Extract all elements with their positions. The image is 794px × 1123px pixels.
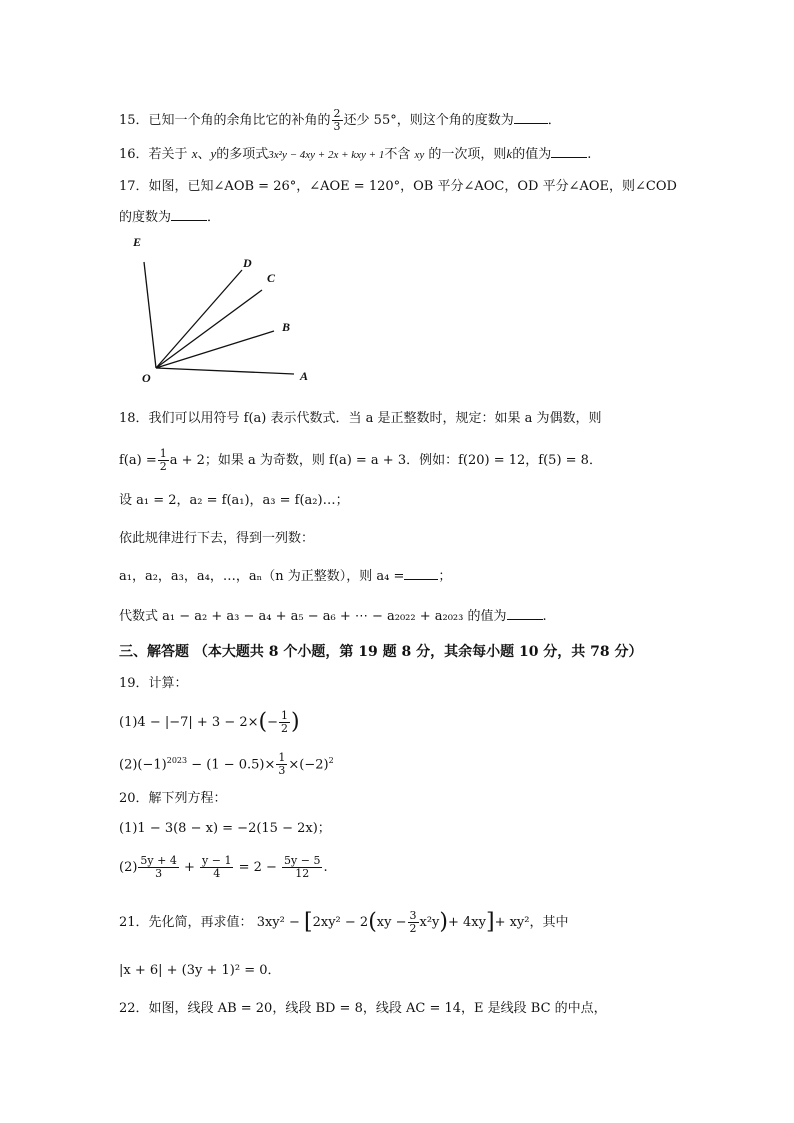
- var-xy: xy: [414, 149, 425, 161]
- fraction: $\frac{5y + 4}{3}$: [140, 854, 177, 880]
- ray-oe: [144, 262, 156, 368]
- question-22: 22．如图，线段 AB = 20，线段 BD = 8，线段 AC = 14，E 是线段 BC 的中点，: [119, 1001, 607, 1016]
- q18-text: f(a) =: [119, 453, 157, 468]
- question-20-part-1: (1)1 − 3(8 − x) = −2(15 − 2x)；: [119, 821, 331, 836]
- question-21-condition: |x + 6| + (3y + 1)² = 0．: [119, 963, 281, 978]
- q17-end: ．: [207, 210, 221, 225]
- exponent: 2023: [166, 756, 188, 765]
- var-y: y: [210, 146, 217, 161]
- q16-text: 16．若关于: [119, 147, 188, 162]
- var-x: x: [191, 146, 198, 161]
- answer-blank: [507, 607, 543, 620]
- answer-blank: [551, 145, 587, 158]
- question-20-title: 20．解下列方程：: [119, 791, 227, 806]
- answer-blank: [514, 111, 548, 124]
- q16-text-b: 的多项式: [216, 147, 269, 162]
- q21-expr-5: + 4xy: [447, 915, 486, 930]
- q15-end: ．: [547, 113, 561, 128]
- exponent-2: 2: [328, 756, 334, 765]
- q19-expr-3: − (1 − 0.5)×: [187, 757, 276, 773]
- question-21: [119, 910, 568, 935]
- q15-text-2: 还少 55°，则这个角的度数为: [343, 113, 514, 128]
- q18-end-6: .: [542, 609, 547, 624]
- q21-expr-6: + xy²，其中: [494, 915, 569, 930]
- question-18-line-1: 18．我们可以用符号 f(a) 表示代数式．当 a 是正整数时，规定：如果 a 为偶数，则: [119, 411, 602, 426]
- sep: 、: [197, 147, 211, 162]
- fraction: $\frac{1}{2}$: [281, 709, 289, 735]
- question-16: [119, 145, 591, 164]
- question-18-line-6: [119, 607, 547, 626]
- question-18-line-3: 设 a₁ = 2，a₂ = f(a₁)，a₃ = f(a₂)…；: [119, 493, 349, 508]
- q16-end: .: [587, 147, 592, 162]
- q16-text-e: 的值为: [512, 147, 552, 162]
- question-15: [119, 108, 561, 133]
- label-b: B: [282, 320, 291, 334]
- q19-expr-2: (2)(−1): [119, 757, 167, 773]
- polynomial: 3x²y − 4xy + 2x + kxy + 1: [268, 149, 385, 161]
- q20-label: (2): [119, 860, 138, 875]
- q19-expr: (1)4 − |−7| + 3 − 2×: [119, 715, 259, 730]
- fraction: $\frac{3}{2}$: [409, 909, 417, 935]
- fraction: $\frac{5y - 5}{12}$: [284, 854, 321, 880]
- var-k: k: [506, 146, 513, 161]
- question-17-line-1: 17．如图，已知∠AOB = 26°，∠AOE = 120°，OB 平分∠AOC，OD 平分∠AOE，则∠COD: [119, 179, 677, 194]
- question-17-line-2: [119, 208, 220, 227]
- answer-blank: [404, 567, 438, 580]
- section-heading: 三、解答题 （本大题共 8 个小题，第 19 题 8 分，其余每小题 10 分，共 78 分）: [119, 644, 643, 660]
- question-19-part-2: [119, 752, 334, 777]
- ray-oa: [156, 368, 294, 374]
- q18-end-5: ；: [438, 569, 452, 584]
- paren: (: [368, 909, 377, 935]
- q16-text-c: 不含: [384, 147, 411, 162]
- q16-text-d: 的一次项，则: [428, 147, 507, 162]
- paren: ): [291, 709, 300, 735]
- ray-ob: [156, 331, 274, 368]
- q17-text: 的度数为: [119, 210, 172, 225]
- q21-expr-3: xy −: [376, 915, 407, 930]
- label-e: E: [133, 235, 142, 249]
- label-a: A: [300, 369, 309, 383]
- question-20-part-2: (2) $\frac{5y + 4}{3}$ + $\frac{y - 1}{4}$ = 2 − $\frac{5y - 5}{12}$ .: [119, 854, 328, 880]
- paren: ): [439, 909, 448, 935]
- ray-oc: [156, 290, 262, 368]
- q18-text-6: 代数式 a₁ − a₂ + a₃ − a₄ + a₅ − a₆ + ⋯ − a₂₀₂₂ + a₂₀₂₃ 的值为: [119, 609, 507, 624]
- bracket: ]: [485, 909, 495, 935]
- fraction: $\frac{2}{3}$: [333, 107, 341, 133]
- q18-text-5: a₁，a₂，a₃，a₄，…，aₙ（n 为正整数），则 a₄ =: [119, 569, 405, 584]
- q21-expr-4: x²y: [419, 915, 440, 930]
- label-o: O: [142, 371, 151, 385]
- angle-figure: [120, 232, 320, 387]
- q21-expr-2: 2xy² − 2: [312, 915, 369, 930]
- question-18-line-4: 依此规律进行下去，得到一列数：: [119, 531, 315, 546]
- q21-expr: 3xy² −: [256, 915, 300, 930]
- bracket: [: [304, 909, 313, 935]
- question-19-part-1: (1)4 − |−7| + 3 − 2×(− $\frac{1}{2}$ ): [119, 709, 300, 735]
- label-c: C: [267, 271, 276, 285]
- q15-text: 15．已知一个角的余角比它的补角的: [119, 113, 331, 128]
- q21-text: 21．先化简，再求值：: [119, 915, 253, 930]
- answer-blank: [171, 208, 207, 221]
- fraction: $\frac{1}{3}$: [278, 751, 286, 778]
- paren: (: [258, 709, 268, 735]
- question-18-line-2: [119, 448, 602, 473]
- question-18-line-5: [119, 567, 451, 586]
- q18-text-2: a + 2；如果 a 为奇数，则 f(a) = a + 3．例如：f(20) = 12，f(5) = 8．: [169, 453, 602, 468]
- q19-expr-4: ×(−2): [288, 757, 329, 773]
- fraction: $\frac{y - 1}{4}$: [202, 854, 232, 880]
- question-19-title: 19．计算：: [119, 676, 188, 691]
- ray-od: [156, 270, 242, 368]
- fraction: $\frac{1}{2}$: [159, 447, 167, 473]
- label-d: D: [243, 256, 252, 270]
